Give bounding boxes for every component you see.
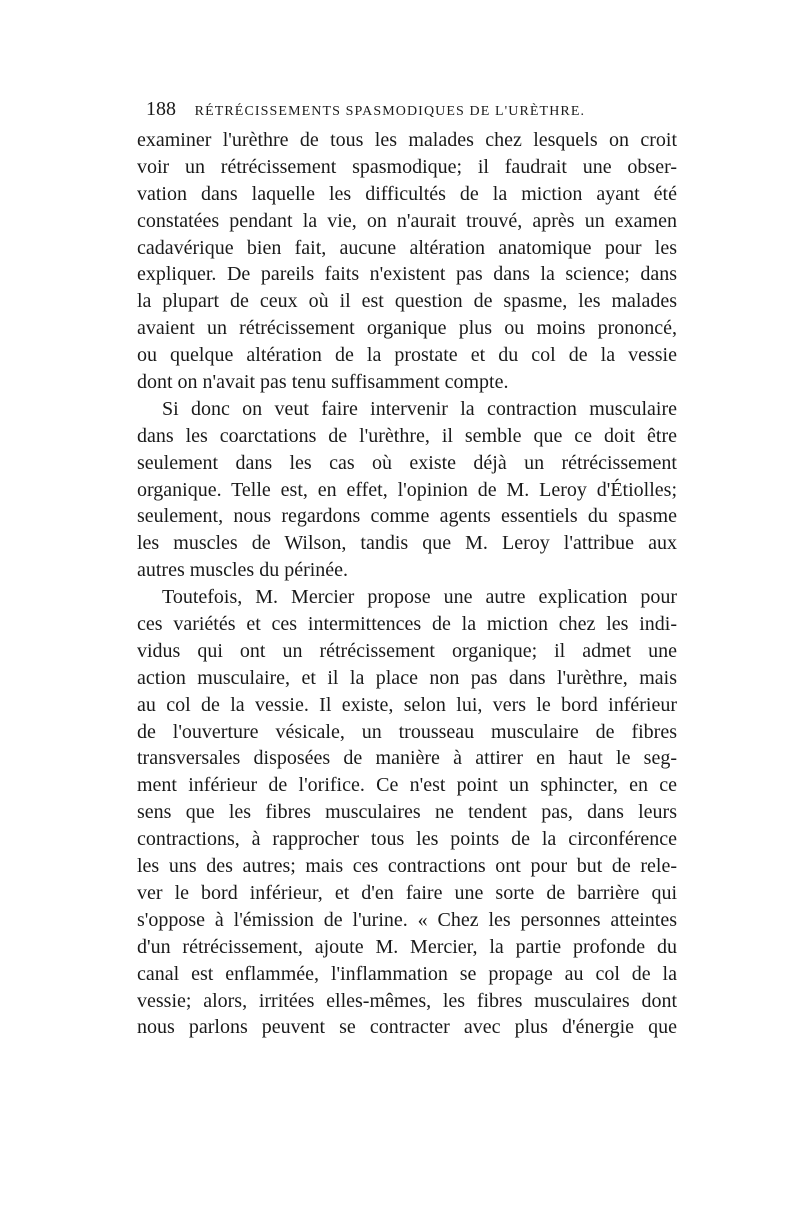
text-line: voir un rétrécissement spasmodique; il faudrait une obser- — [137, 155, 677, 178]
text-line: s'oppose à l'émission de l'urine. « Chez les personnes atteintes — [137, 908, 677, 931]
text-line: canal est enflammée, l'inflammation se propage au col de la — [137, 962, 677, 985]
running-title: RÉTRÉCISSEMENTS SPASMODIQUES DE L'URÈTHRE. — [194, 104, 586, 119]
paragraph-first-line: Toutefois, M. Mercier propose une autre explication pour — [162, 586, 677, 609]
text-line: constatées pendant la vie, on n'aurait trouvé, après un examen — [137, 209, 677, 232]
paragraph-end-line: autres muscles du périnée. — [137, 559, 349, 582]
page-number: 188 — [146, 98, 176, 120]
text-line: ver le bord inférieur, et d'en faire une sorte de barrière qui — [137, 881, 677, 904]
text-line: nous parlons peuvent se contracter avec plus d'énergie que — [137, 1016, 677, 1039]
text-line: vessie; alors, irritées elles-mêmes, les fibres musculaires dont — [137, 989, 677, 1012]
text-line: contractions, à rapprocher tous les points de la circonférence — [137, 828, 677, 851]
text-line: les uns des autres; mais ces contractions ont pour but de rele- — [137, 855, 677, 878]
text-line: ou quelque altération de la prostate et du col de la vessie — [137, 344, 677, 367]
text-line: vation dans laquelle les difficultés de la miction ayant été — [137, 182, 677, 205]
text-line: cadavérique bien fait, aucune altération anatomique pour les — [137, 236, 677, 259]
text-line: au col de la vessie. Il existe, selon lui, vers le bord inférieur — [137, 693, 677, 716]
text-line: seulement, nous regardons comme agents essentiels du spasme — [137, 505, 677, 528]
text-line: de l'ouverture vésicale, un trousseau musculaire de fibres — [137, 720, 677, 743]
text-line: d'un rétrécissement, ajoute M. Mercier, la partie profonde du — [137, 935, 677, 958]
text-line: vidus qui ont un rétrécissement organique; il admet une — [137, 639, 677, 662]
text-line: organique. Telle est, en effet, l'opinion de M. Leroy d'Étiolles; — [137, 478, 677, 501]
text-line: transversales disposées de manière à attirer en haut le seg- — [137, 747, 677, 770]
text-line: les muscles de Wilson, tandis que M. Leroy l'attribue aux — [137, 532, 677, 555]
body-text — [137, 127, 677, 1041]
text-line: sens que les fibres musculaires ne tendent pas, dans leurs — [137, 801, 677, 824]
text-line: expliquer. De pareils faits n'existent pas dans la science; dans — [137, 263, 677, 286]
text-line: dans les coarctations de l'urèthre, il semble que ce doit être — [137, 424, 677, 447]
text-line: ces variétés et ces intermittences de la miction chez les indi- — [137, 613, 677, 636]
paragraph-first-line: Si donc on veut faire intervenir la contraction musculaire — [162, 397, 677, 420]
text-line: la plupart de ceux où il est question de spasme, les malades — [137, 290, 677, 313]
text-line: seulement dans les cas où existe déjà un rétrécissement — [137, 451, 677, 474]
text-line: avaient un rétrécissement organique plus ou moins prononcé, — [137, 317, 677, 340]
text-line: ment inférieur de l'orifice. Ce n'est point un sphincter, en ce — [137, 774, 677, 797]
running-head — [146, 96, 676, 122]
text-line: action musculaire, et il la place non pas dans l'urèthre, mais — [137, 666, 677, 689]
paragraph-end-line: dont on n'avait pas tenu suffisamment compte. — [137, 371, 509, 394]
text-line: examiner l'urèthre de tous les malades chez lesquels on croit — [137, 129, 677, 151]
